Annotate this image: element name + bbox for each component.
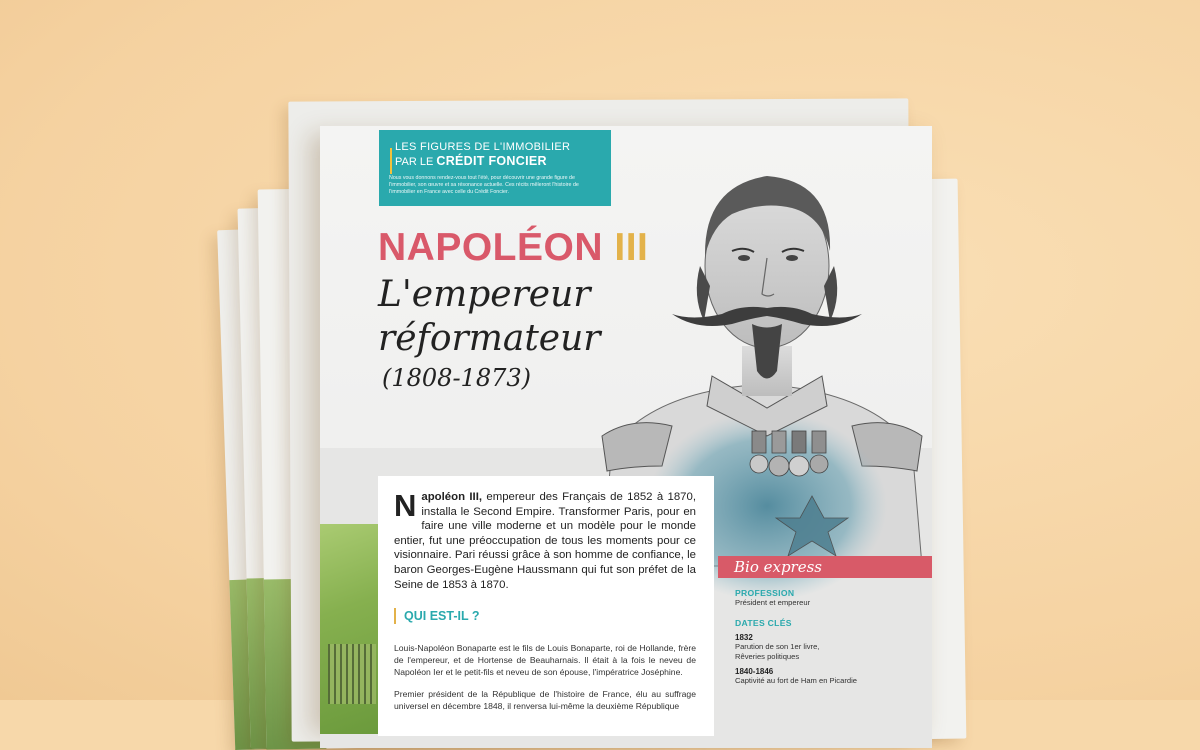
subtitle-line1: L'empereur: [378, 274, 591, 315]
magazine-page: [320, 126, 932, 726]
title-numeral: III: [614, 226, 649, 269]
series-banner: [379, 130, 611, 206]
section-heading: [394, 608, 696, 624]
bio-body: [718, 578, 932, 686]
bio-express-panel: [718, 556, 932, 736]
banner-prefix: PAR LE: [395, 156, 434, 168]
life-dates: (1808-1873): [382, 364, 531, 392]
event-line: Captivité au fort de Ham en Picardie: [735, 676, 857, 685]
event-line: Rêveries politiques: [735, 652, 800, 661]
lead-text: empereur des Français de 1852 à 1870, installa le Second Empire. Transformer Paris, pour en faire une ville moderne et un modèle pour le monde entier, fut une préoccupation de tous les moments pour ce visionnaire. Pari réussi grâce à son homme de confiance, le baron Georges-Eugène Haussmann qui fut son préfet de la Seine de 1853 à 1870.: [394, 491, 696, 591]
drop-cap: N: [394, 488, 417, 523]
event-year: 1840-1846: [735, 667, 774, 676]
body-paragraph-1: Louis-Napoléon Bonaparte est le fils de Louis Bonaparte, roi de Hollande, frère de l'empereur, et de Hortense de Beauharnais. Il était à la fois le neveu de Napoléon Ier et le petit-fils et neveu de son épouse, l'impératrice Joséphine.: [394, 643, 696, 678]
banner-description: Nous vous donnons rendez-vous tout l'été, pour découvrir une grande figure de l'immobilier, son œuvre et sa résonance actuelle. Ces récits mêleront l'histoire de l'immobilier en France avec celle du Crédit Foncier.: [389, 175, 579, 196]
section-heading-text: QUI EST-IL ?: [404, 609, 480, 624]
dates-label: DATES CLÉS: [735, 618, 792, 628]
banner-accent-bar: [390, 148, 392, 174]
banner-brand: CRÉDIT FONCIER: [436, 154, 547, 168]
banner-line1: LES FIGURES DE L'IMMOBILIER: [395, 141, 571, 153]
event-year: 1832: [735, 633, 753, 642]
subtitle-line2: réformateur: [378, 318, 601, 359]
body-paragraph-2: Premier président de la République de l'histoire de France, élu au suffrage universel en décembre 1848, il renversa lui-même la deuxième République: [394, 689, 696, 712]
main-column: [378, 476, 714, 736]
lead-paragraph: [394, 490, 696, 592]
paris-illustration: [320, 524, 382, 734]
bio-heading: Bio express: [718, 556, 932, 578]
lead-bold: apoléon III,: [421, 491, 483, 503]
banner-line2: [389, 154, 601, 169]
heading-accent-bar: [394, 608, 396, 624]
title-name: NAPOLÉON: [378, 226, 604, 269]
subtitle: [378, 273, 601, 361]
profession-label: PROFESSION: [735, 588, 795, 598]
profession-value: Président et empereur: [735, 598, 811, 607]
event-line: Parution de son 1er livre,: [735, 642, 820, 651]
